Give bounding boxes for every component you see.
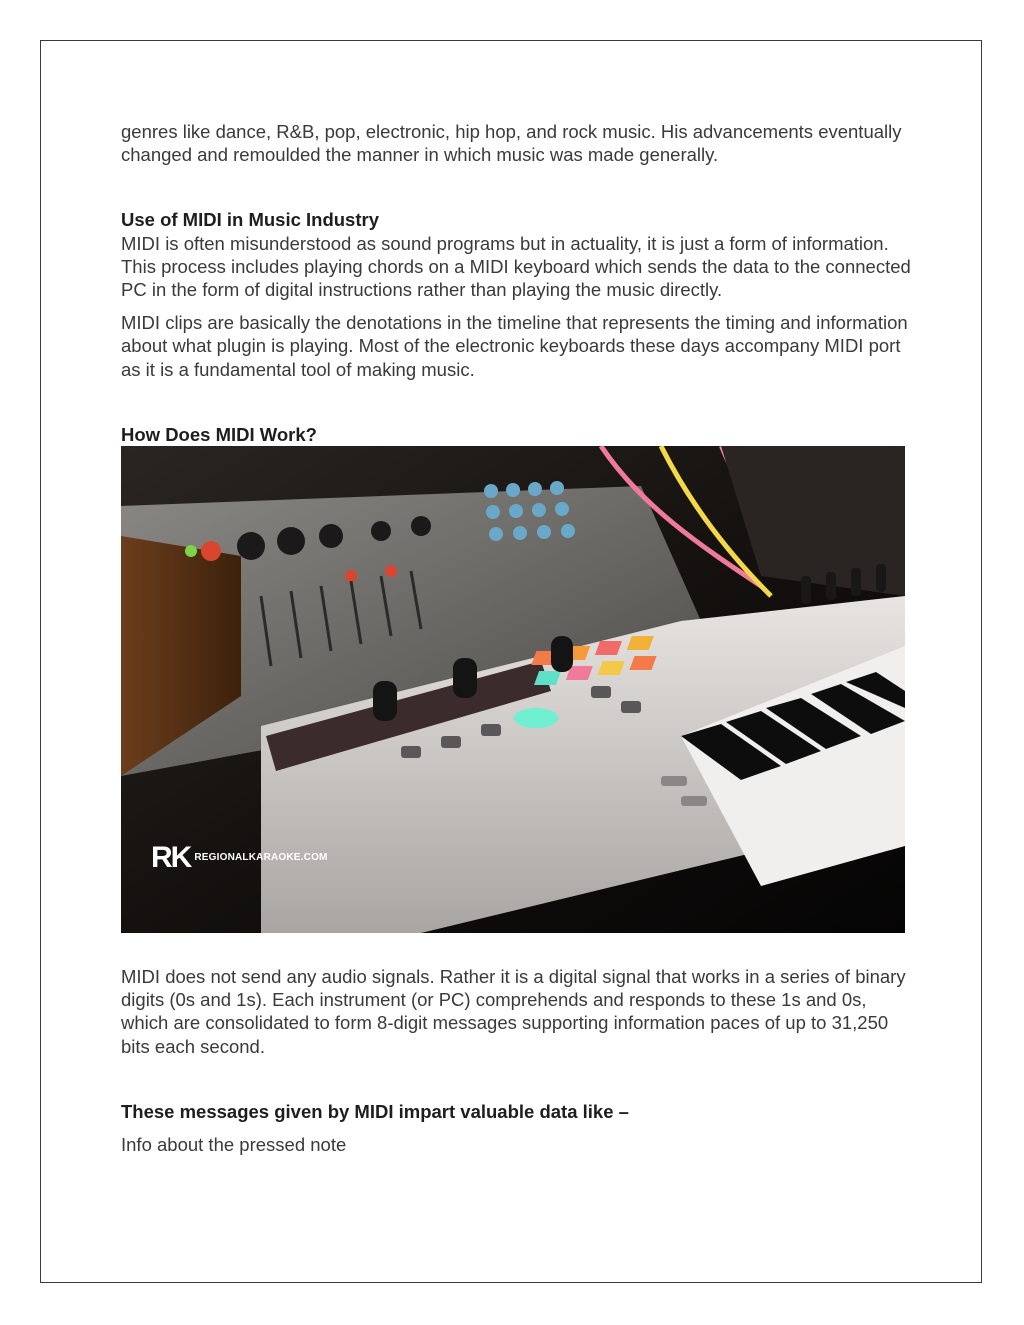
use-heading: Use of MIDI in Music Industry: [121, 209, 379, 231]
document-body: [121, 120, 911, 1156]
photo-watermark: [151, 841, 328, 875]
messages-item-1: Info about the pressed note: [121, 1134, 347, 1156]
watermark-logo: RK: [151, 841, 191, 875]
midi-keyboard-photo: [121, 446, 905, 933]
use-paragraph-1: MIDI is often misunderstood as sound programs but in actuality, it is just a form of information. This process includes playing chords on a MIDI keyboard which sends the data to the connected PC in the form of digital instructions rather than playing the music directly.: [121, 232, 911, 301]
watermark-text: REGIONALKARAOKE.COM: [194, 852, 328, 864]
use-paragraph-2: MIDI clips are basically the denotations in the timeline that represents the timing and information about what plugin is playing. Most of the electronic keyboards these days accompany MIDI port as it is a fundamental tool of making music.: [121, 312, 908, 380]
intro-paragraph: genres like dance, R&B, pop, electronic, hip hop, and rock music. His advancements eventually changed and remoulded the manner in which music was made generally.: [121, 121, 902, 166]
messages-heading: These messages given by MIDI impart valuable data like –: [121, 1100, 629, 1122]
how-heading: How Does MIDI Work?: [121, 423, 317, 445]
how-paragraph: MIDI does not send any audio signals. Rather it is a digital signal that works in a series of binary digits (0s and 1s). Each instrument (or PC) comprehends and responds to these 1s and 0s, which are consolidated to form 8-digit messages supporting information paces of up to 31,250 bits each second.: [121, 966, 906, 1057]
